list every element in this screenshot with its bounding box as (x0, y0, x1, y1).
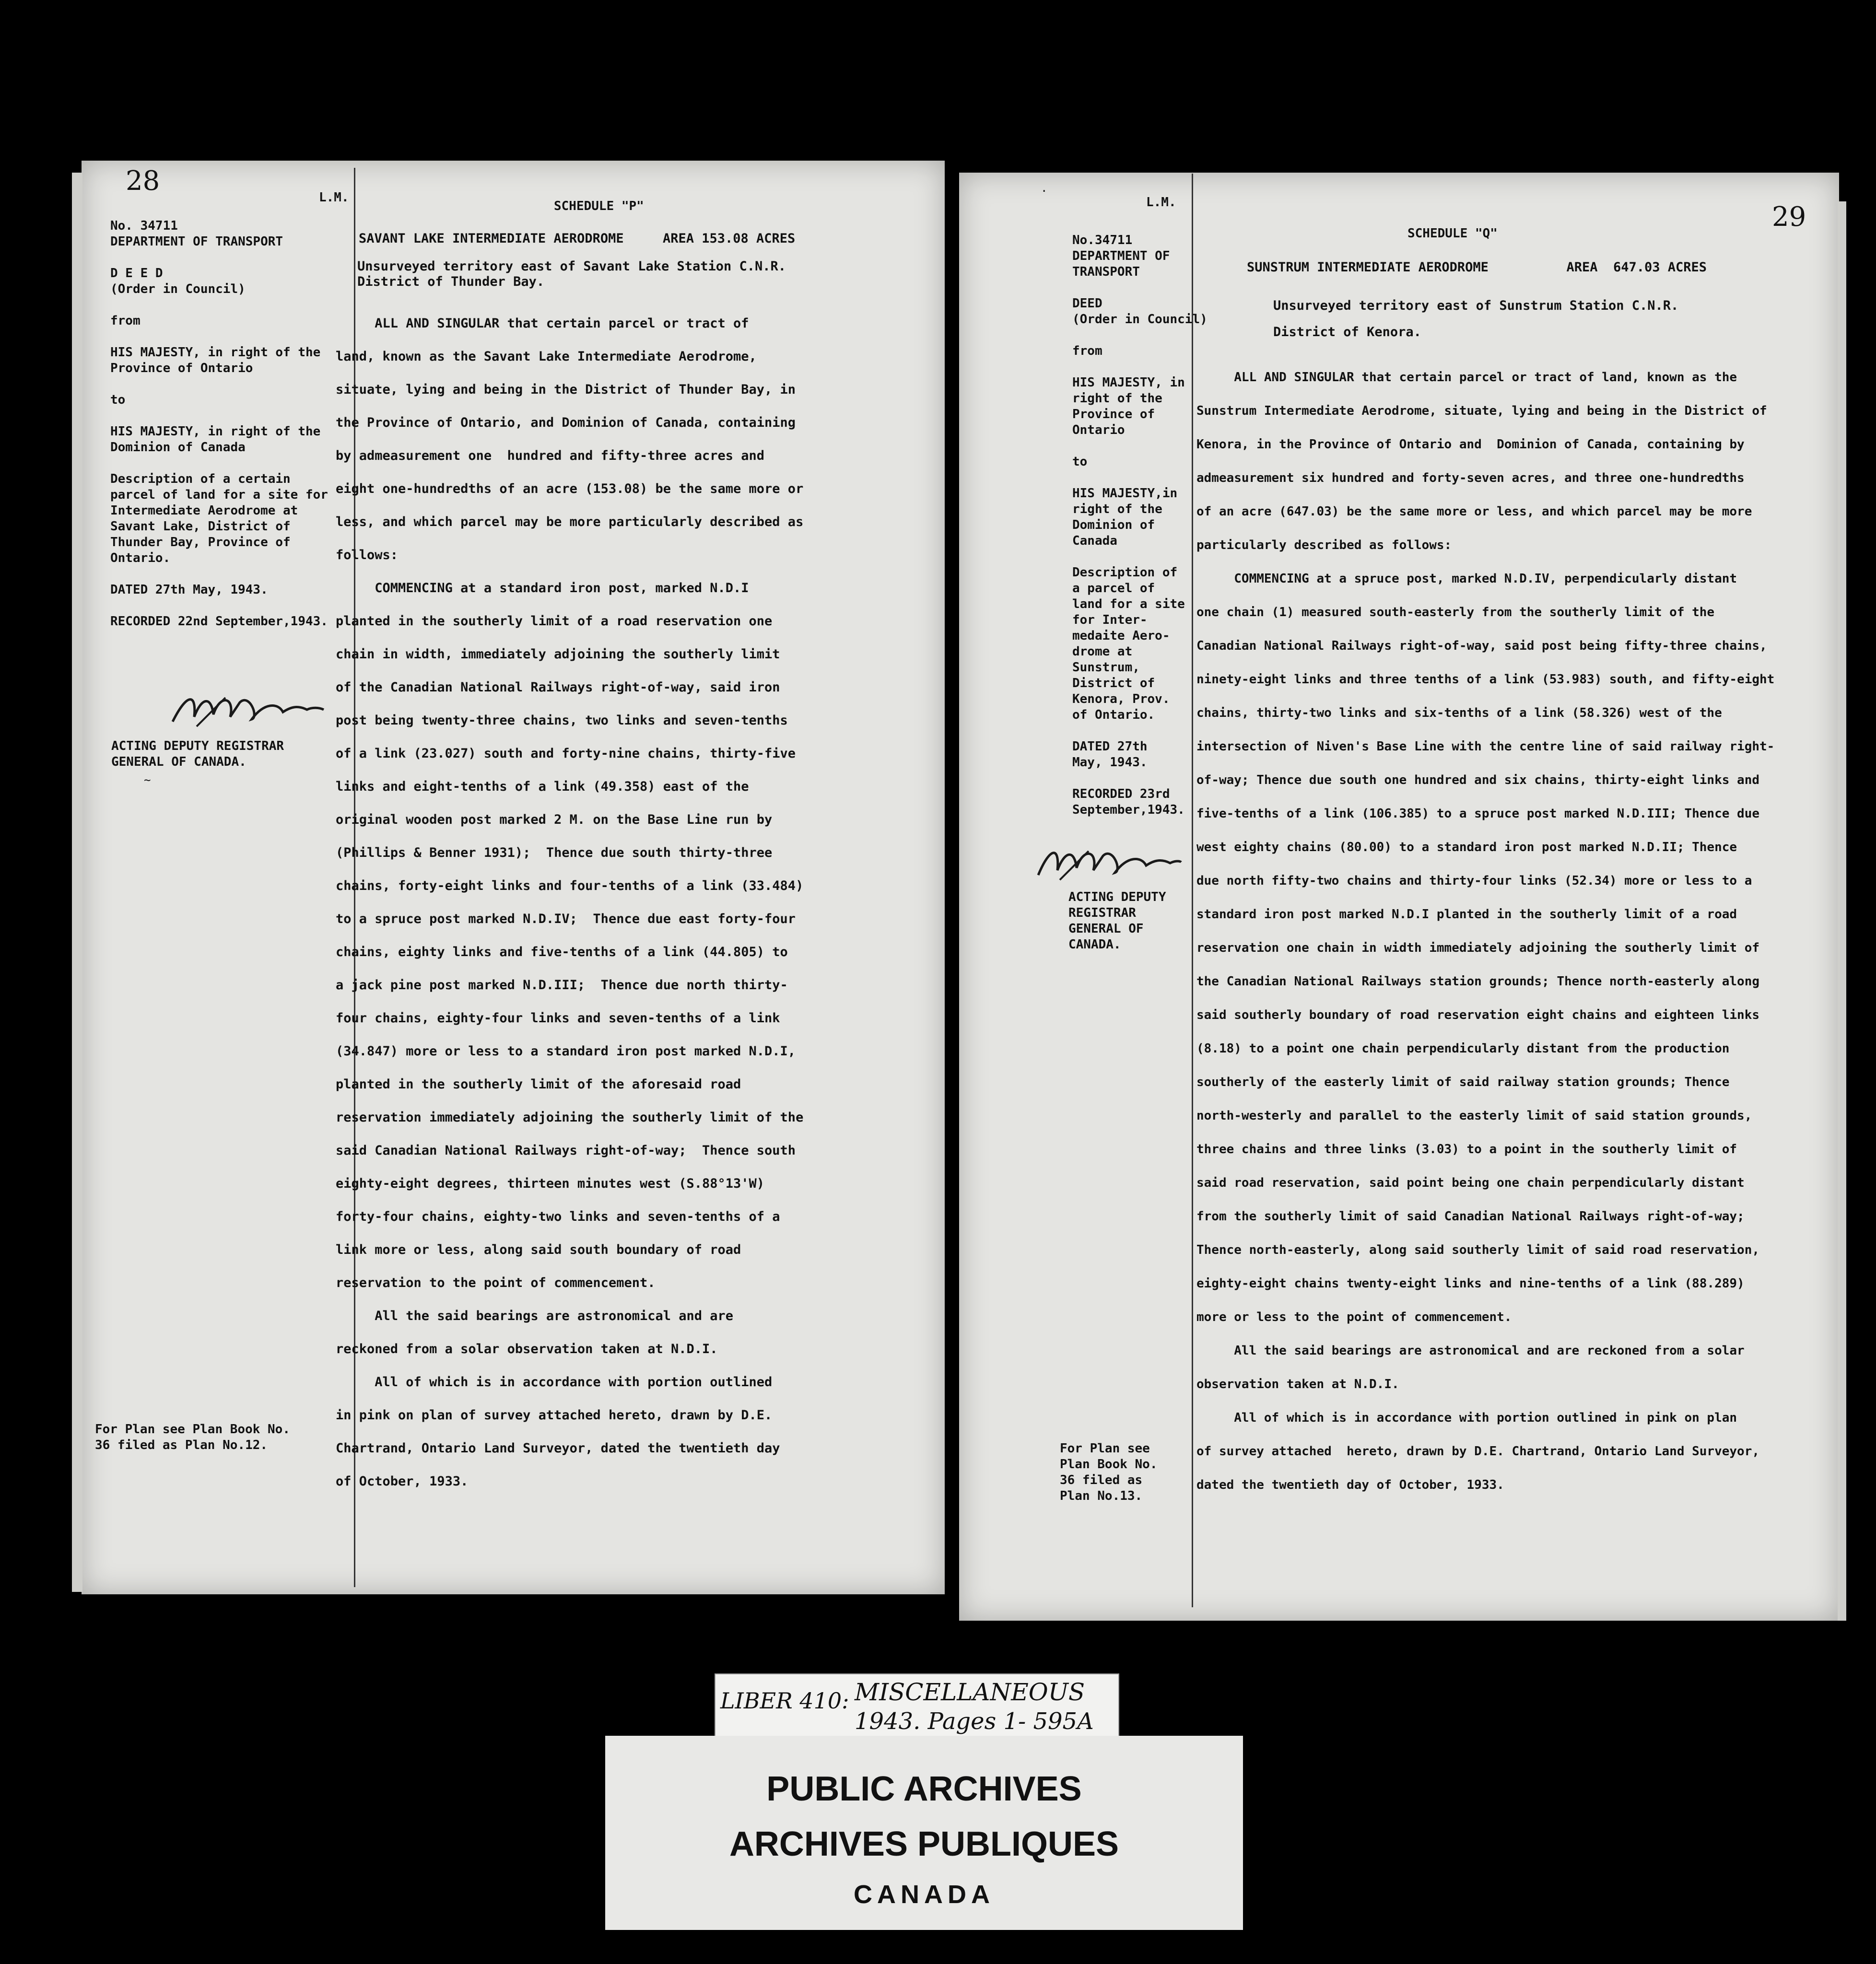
margin-line: Description of a certain (110, 472, 291, 486)
body-line: a jack pine post marked N.D.III; Thence due north thirty- (336, 978, 788, 993)
body-line: forty-four chains, eighty-two links and seven-tenths of a (336, 1209, 780, 1224)
signature-right (1033, 839, 1182, 885)
margin-line: RECORDED 22nd September,1943. (110, 614, 328, 629)
body-line: reckoned from a solar observation taken at N.D.I. (336, 1342, 718, 1356)
plan-note-left (95, 1422, 290, 1453)
margin-line: RECORDED 23rd (1072, 787, 1170, 801)
body-line: Canadian National Railways right-of-way, said post being fifty-three chains, (1196, 639, 1767, 653)
body-line: due north fifty-two chains and thirty-four links (52.34) more or less to a (1196, 874, 1752, 888)
body-line: planted in the southerly limit of a road reservation one (336, 614, 773, 629)
registrar-line: GENERAL OF (1068, 922, 1144, 936)
body-line: intersection of Niven's Base Line with the centre line of said railway right- (1196, 739, 1775, 754)
mark-dot: . (1041, 181, 1048, 195)
body-line: eighty-eight chains twenty-eight links and nine-tenths of a link (88.289) (1196, 1276, 1745, 1291)
body-line: ALL AND SINGULAR that certain parcel or tract of land, known as the (1196, 370, 1737, 385)
margin-line: Dominion of Canada (110, 440, 246, 455)
schedule-title-right: SCHEDULE "Q" (1407, 226, 1498, 241)
body-line: to a spruce post marked N.D.IV; Thence due east forty-four (336, 912, 796, 926)
liber-label (715, 1673, 1119, 1740)
margin-line: (Order in Council) (110, 282, 246, 296)
margin-line: D E E D (110, 266, 163, 281)
body-line: said road reservation, said point being one chain perpendicularly distant (1196, 1176, 1745, 1190)
margin-line: for Inter- (1072, 613, 1148, 627)
margin-line: Kenora, Prov. (1072, 692, 1170, 706)
registrar-line: ACTING DEPUTY (1068, 890, 1166, 904)
body-line: follows: (336, 548, 399, 562)
plan-note-line: For Plan see Plan Book No. (95, 1422, 290, 1437)
margin-line (1072, 359, 1208, 375)
plan-note-line: Plan No.13. (1060, 1489, 1143, 1503)
left-margin-notes (110, 218, 328, 630)
body-line: links and eight-tenths of a link (49.358) east of the (336, 779, 749, 794)
margin-line: Description of (1072, 565, 1178, 580)
margin-line: right of the (1072, 502, 1162, 516)
margin-line (1072, 771, 1208, 786)
body-line: more or less to the point of commencement. (1196, 1310, 1512, 1324)
signature (168, 688, 326, 731)
page-number-right: 29 (1772, 201, 1806, 233)
body-line: Sunstrum Intermediate Aerodrome, situate, lying and being in the District of (1196, 404, 1767, 418)
margin-line: a parcel of (1072, 581, 1155, 596)
margin-line: Thunder Bay, Province of (110, 535, 291, 549)
margin-line: HIS MAJESTY, in (1072, 375, 1185, 390)
subheading-line: District of Kenora. (1273, 325, 1421, 339)
body-line: southerly of the easterly limit of said railway station grounds; Thence (1196, 1075, 1730, 1089)
initial-mark: ~ (144, 773, 151, 787)
margin-line: September,1943. (1072, 803, 1185, 817)
body-line: COMMENCING at a standard iron post, marked N.D.I (336, 581, 749, 596)
subheading-line: Unsurveyed territory east of Sunstrum Station C.N.R. (1273, 298, 1679, 313)
margin-line (110, 598, 328, 614)
margin-line: right of the (1072, 391, 1162, 406)
body-line: of October, 1933. (336, 1474, 469, 1489)
page-stack-edge-right (1838, 201, 1846, 1621)
margin-line: Canada (1072, 534, 1117, 548)
body-line: chains, forty-eight links and four-tenths of a link (33.484) (336, 878, 804, 893)
margin-line: Savant Lake, District of (110, 519, 291, 534)
body-line: by admeasurement one hundred and fifty-three acres and (336, 448, 765, 463)
margin-line (110, 376, 328, 392)
body-line: in pink on plan of survey attached hereto, drawn by D.E. (336, 1408, 773, 1423)
body-line: eighty-eight degrees, thirteen minutes west (S.88°13'W) (336, 1176, 765, 1191)
right-margin-notes (1072, 233, 1208, 818)
body-line: chains, thirty-two links and six-tenths of a link (58.326) west of the (1196, 706, 1722, 720)
body-line: eight one-hundredths of an acre (153.08) be the same more or (336, 481, 804, 496)
margin-line: of Ontario. (1072, 708, 1155, 722)
body-line: reservation immediately adjoining the southerly limit of the (336, 1110, 804, 1125)
plan-note-right (1060, 1441, 1158, 1504)
archives-stamp-card (605, 1736, 1243, 1930)
body-line: of survey attached hereto, drawn by D.E. Chartrand, Ontario Land Surveyor, (1196, 1444, 1759, 1459)
body-line: post being twenty-three chains, two links and seven-tenths (336, 713, 788, 728)
body-line: reservation one chain in width immediately adjoining the southerly limit of (1196, 941, 1759, 955)
margin-line (110, 456, 328, 471)
plan-note-line: For Plan see (1060, 1441, 1150, 1456)
margin-line: DATED 27th May, 1943. (110, 583, 268, 597)
body-line: from the southerly limit of said Canadian National Railways right-of-way; (1196, 1209, 1745, 1224)
margin-line (110, 329, 328, 345)
margin-line (110, 566, 328, 582)
subheading-line: District of Thunder Bay. (357, 274, 545, 289)
initials-left: L.M. (319, 190, 349, 205)
body-line: admeasurement six hundred and forty-seven acres, and three one-hundredths (1196, 471, 1745, 485)
margin-line: Sunstrum, (1072, 660, 1140, 675)
body-line: said Canadian National Railways right-of-way; Thence south (336, 1143, 796, 1158)
margin-line: from (1072, 344, 1102, 358)
body-line: (Phillips & Benner 1931); Thence due south thirty-three (336, 845, 773, 860)
body-line: of a link (23.027) south and forty-nine chains, thirty-five (336, 746, 796, 761)
margin-line: No. 34711 (110, 219, 178, 233)
body-line: Kenora, in the Province of Ontario and Dominion of Canada, containing by (1196, 437, 1745, 452)
body-line: one chain (1) measured south-easterly from the southerly limit of the (1196, 605, 1715, 620)
registrar-line: REGISTRAR (1068, 906, 1136, 920)
body-line: All of which is in accordance with portion outlined in pink on plan (1196, 1411, 1737, 1425)
body-line: less, and which parcel may be more particularly described as (336, 514, 804, 529)
body-line: north-westerly and parallel to the easterly limit of said station grounds, (1196, 1109, 1752, 1123)
liber-number: LIBER 410: (720, 1688, 849, 1714)
margin-line: TRANSPORT (1072, 265, 1140, 279)
body-line: original wooden post marked 2 M. on the Base Line run by (336, 812, 773, 827)
registrar-line: ACTING DEPUTY REGISTRAR (111, 739, 284, 753)
margin-line: parcel of land for a site for (110, 488, 328, 502)
body-line: five-tenths of a link (106.385) to a spruce post marked N.D.III; Thence due (1196, 807, 1759, 821)
registrar-block-right (1068, 889, 1166, 953)
body-line: All the said bearings are astronomical and are (336, 1309, 734, 1323)
margin-line: land for a site (1072, 597, 1185, 611)
margin-line: Ontario. (110, 551, 171, 565)
margin-line: medaite Aero- (1072, 629, 1170, 643)
subheading-right (1273, 292, 1678, 345)
registrar-line: GENERAL OF CANADA. (111, 755, 246, 769)
body-line: situate, lying and being in the District of Thunder Bay, in (336, 382, 796, 397)
body-line: link more or less, along said south boundary of road (336, 1242, 741, 1257)
body-line: ninety-eight links and three tenths of a link (53.983) south, and fifty-eight (1196, 672, 1775, 687)
body-line: COMMENCING at a spruce post, marked N.D.IV, perpendicularly distant (1196, 572, 1737, 586)
body-line: (8.18) to a point one chain perpendicularly distant from the production (1196, 1041, 1730, 1056)
margin-line (1072, 327, 1208, 343)
margin-line (110, 250, 328, 266)
liber-title: MISCELLANEOUS (855, 1678, 1085, 1706)
subheading-line: Unsurveyed territory east of Savant Lake Station C.N.R. (357, 259, 786, 274)
schedule-title-left: SCHEDULE "P" (554, 199, 644, 213)
margin-line: Ontario (1072, 423, 1125, 437)
margin-line: HIS MAJESTY,in (1072, 486, 1178, 501)
body-line: All the said bearings are astronomical and are reckoned from a solar (1196, 1344, 1745, 1358)
registrar-block-left (111, 738, 284, 770)
plan-note-line: Plan Book No. (1060, 1457, 1158, 1472)
margin-line: Dominion of (1072, 518, 1155, 532)
body-line: reservation to the point of commencement. (336, 1275, 656, 1290)
margin-line (110, 408, 328, 424)
body-line: west eighty chains (80.00) to a standard iron post marked N.D.II; Thence (1196, 840, 1737, 854)
body-line: planted in the southerly limit of the aforesaid road (336, 1077, 741, 1092)
subheading-left (357, 259, 786, 290)
body-text-left (336, 307, 803, 1498)
body-line: observation taken at N.D.I. (1196, 1377, 1399, 1391)
body-text-right (1196, 361, 1774, 1502)
margin-line (1072, 280, 1208, 296)
body-line: (34.847) more or less to a standard iron post marked N.D.I, (336, 1044, 796, 1059)
margin-line: District of (1072, 676, 1155, 690)
margin-line: No.34711 (1072, 233, 1133, 247)
margin-line: HIS MAJESTY, in right of the (110, 345, 321, 360)
margin-line: from (110, 314, 141, 328)
margin-line: DATED 27th (1072, 739, 1148, 754)
archives-line-3: CANADA (854, 1880, 995, 1909)
body-line: the Province of Ontario, and Dominion of Canada, containing (336, 415, 796, 430)
body-line: of-way; Thence due south one hundred and six chains, thirty-eight links and (1196, 773, 1759, 787)
margin-line: Province of (1072, 407, 1155, 421)
page-stack-edge (72, 173, 82, 1592)
margin-line (1072, 438, 1208, 454)
liber-range: 1943. Pages 1- 595A (855, 1708, 1094, 1735)
heading-left: SAVANT LAKE INTERMEDIATE AERODROME AREA 153.08 ACRES (359, 231, 796, 246)
margin-line: (Order in Council) (1072, 312, 1208, 327)
body-line: All of which is in accordance with portion outlined (336, 1375, 773, 1390)
margin-line: Intermediate Aerodrome at (110, 503, 298, 518)
margin-line: to (110, 393, 126, 407)
body-line: three chains and three links (3.03) to a point in the southerly limit of (1196, 1142, 1737, 1157)
margin-line (1072, 470, 1208, 486)
margin-line: Province of Ontario (110, 361, 253, 375)
archives-line-2: ARCHIVES PUBLIQUES (729, 1825, 1119, 1863)
plan-note-line: 36 filed as (1060, 1473, 1143, 1487)
body-line: Chartrand, Ontario Land Surveyor, dated the twentieth day (336, 1441, 780, 1456)
margin-line (1072, 549, 1208, 565)
margin-line: DEPARTMENT OF (1072, 249, 1170, 263)
margin-line: DEED (1072, 296, 1102, 311)
archives-line-1: PUBLIC ARCHIVES (766, 1770, 1082, 1808)
body-line: four chains, eighty-four links and seven-tenths of a link (336, 1011, 780, 1026)
body-line: of the Canadian National Railways right-of-way, said iron (336, 680, 780, 695)
margin-line: May, 1943. (1072, 755, 1148, 770)
margin-line (1072, 723, 1208, 739)
body-line: Thence north-easterly, along said southerly limit of said road reservation, (1196, 1243, 1759, 1257)
body-line: of an acre (647.03) be the same more or less, and which parcel may be more (1196, 504, 1752, 519)
page-number-left: 28 (126, 165, 160, 197)
body-line: chains, eighty links and five-tenths of a link (44.805) to (336, 945, 788, 959)
margin-line (110, 297, 328, 313)
margin-line: DEPARTMENT OF TRANSPORT (110, 234, 283, 249)
initials-right: L.M. (1146, 195, 1176, 210)
body-line: land, known as the Savant Lake Intermediate Aerodrome, (336, 349, 757, 364)
margin-line: to (1072, 455, 1088, 469)
body-line: standard iron post marked N.D.I planted in the southerly limit of a road (1196, 907, 1737, 922)
heading-right: SUNSTRUM INTERMEDIATE AERODROME AREA 647.03 ACRES (1247, 260, 1707, 275)
body-line: the Canadian National Railways station grounds; Thence north-easterly along (1196, 974, 1759, 989)
body-line: chain in width, immediately adjoining the southerly limit (336, 647, 780, 662)
body-line: said southerly boundary of road reservation eight chains and eighteen links (1196, 1008, 1759, 1022)
body-line: ALL AND SINGULAR that certain parcel or tract of (336, 316, 749, 331)
body-line: dated the twentieth day of October, 1933. (1196, 1478, 1504, 1492)
margin-line: HIS MAJESTY, in right of the (110, 424, 321, 439)
margin-line: drome at (1072, 644, 1133, 659)
body-line: particularly described as follows: (1196, 538, 1452, 552)
plan-note-line: 36 filed as Plan No.12. (95, 1438, 268, 1452)
registrar-line: CANADA. (1068, 937, 1121, 952)
